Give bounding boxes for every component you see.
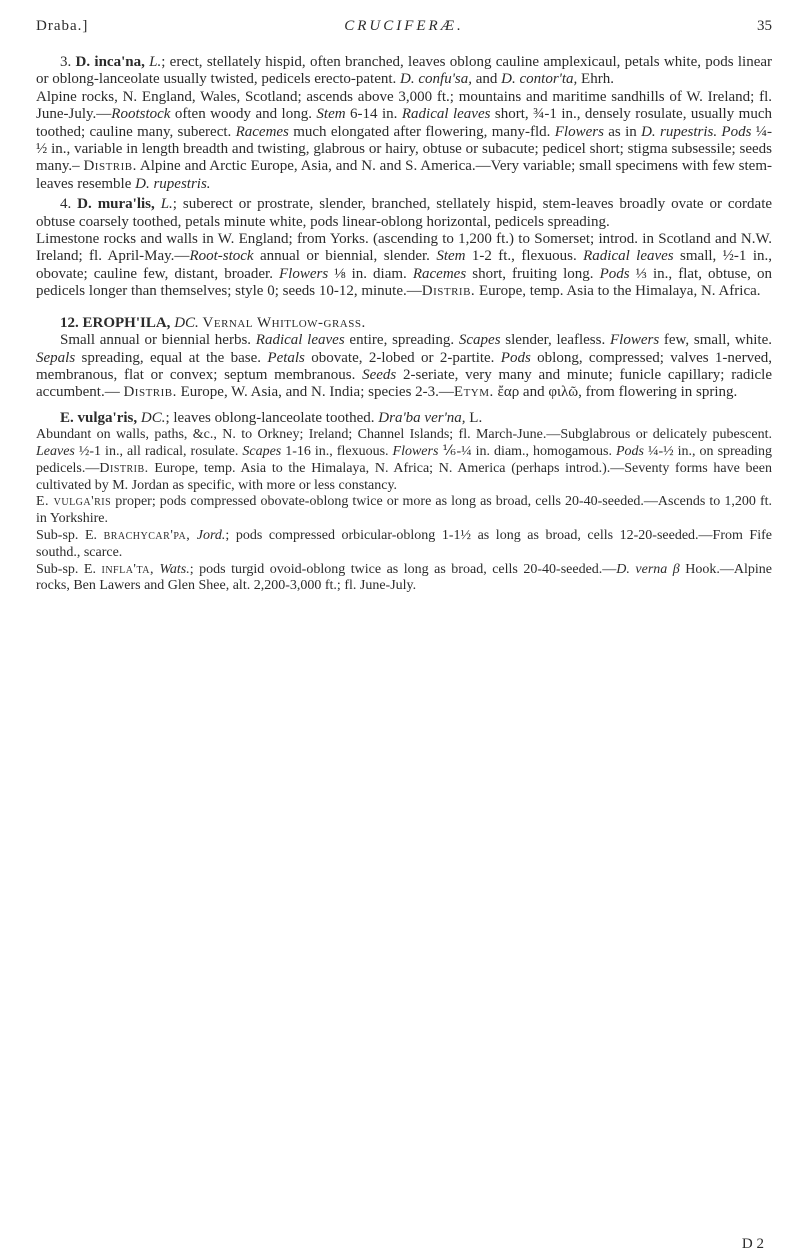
header-family: CRUCIFERÆ. (344, 18, 464, 34)
species-entry: 4. D. mura'lis, L.; suberect or prostrate, slender, branched, stellately hispid, stem-leaves broadly ovate or cordate obtuse coarsely toothed, petals minute white, pods linear-oblong horizontal, pedicels spreading. (36, 196, 773, 230)
species-description: Alpine rocks, N. England, Wales, Scotland; ascends above 3,000 ft.; mountains and maritime sandhills of W. Ireland; fl. June-July.—Rootstock often woody and long. Stem 6-14 in. Radical leaves short, ¾-1 in., densely rosulate, usually much toothed; cauline many, suberect. Racemes much elongated after flowering, many-fld. Flowers as in D. rupestris. Pods ¼-½ in., variable in length breadth and twisting, glabrous or hairy, obtuse or subacute; pedicel short; stigma subsessile; seeds many.– Distrib. Alpine and Arctic Europe, Asia, and N. and S. America.—Very variable; small specimens with few stem-leaves resemble D. rupestris. (36, 88, 772, 192)
page-number: 35 (757, 18, 772, 34)
genus-description: Small annual or biennial herbs. Radical leaves entire, spreading. Scapes slender, leafless. Flowers few, small, white. Sepals spreading, equal at the base. Petals obovate, 2-lobed or 2-partite. Pods oblong, compressed; valves 1-nerved, membranous, flat or convex; septum membranous. Seeds 2-seriate, very many and minute; funicle capillary; radicle accumbent.— Distrib. Europe, W. Asia, and N. India; species 2-3.—Etym. ἔαρ and φιλῶ, from flowering in spring. (36, 332, 772, 401)
signature-mark: D 2 (741, 1236, 764, 1252)
running-header (36, 18, 772, 40)
genus-heading: 12. EROPH'ILA, DC. Vernal Whitlow-grass. (60, 314, 366, 331)
subspecies-entry: E. vulga'ris proper; pods compressed obovate-oblong twice or more as long as broad, cells 20-40-seeded.—Ascends to 1,200 ft. in Yorkshire. (36, 494, 772, 527)
species-entry: 3. D. inca'na, L.; erect, stellately hispid, often branched, leaves oblong cauline amplexicaul, petals white, pods linear or oblong-lanceolate usually twisted, pedicels erecto-patent. D. confu'sa, and D. contor'ta, Ehrh. (36, 54, 773, 88)
species-entry: E. vulga'ris, DC.; leaves oblong-lanceolate toothed. Dra'ba ver'na, L. (60, 409, 483, 426)
subspecies-entry: Sub-sp. E. brachycar'pa, Jord.; pods compressed orbicular-oblong 1-1½ as long as broad, cells 12-20-seeded.—From Fife southd., scarce. (36, 527, 772, 560)
page-body (36, 54, 772, 595)
species-description: Abundant on walls, paths, &c., N. to Orkney; Ireland; Channel Islands; fl. March-June.—Subglabrous or delicately pubescent. Leaves ½-1 in., all radical, rosulate. Scapes 1-16 in., flexuous. Flowers ⅙-¼ in. diam., homogamous. Pods ¼-½ in., on spreading pedicels.—Distrib. Europe, temp. Asia to the Himalaya, N. Africa; N. America (perhaps introd.).—Seventy forms have been cultivated by M. Jordan as specific, with more or less constancy. (36, 427, 772, 493)
species-description: Limestone rocks and walls in W. England; from Yorks. (ascending to 1,200 ft.) to Somerset; introd. in Scotland and N.W. Ireland; fl. April-May.—Root-stock annual or biennial, slender. Stem 1-2 ft., flexuous. Radical leaves small, ½-1 in., obovate; cauline few, distant, broader. Flowers ⅛ in. diam. Racemes short, fruiting long. Pods ⅓ in., flat, obtuse, on pedicels longer than themselves; style 0; seeds 10-12, minute.—Distrib. Europe, temp. Asia to the Himalaya, N. Africa. (36, 231, 772, 300)
subspecies-entry: Sub-sp. E. infla'ta, Wats.; pods turgid ovoid-oblong twice as long as broad, cells 20-40-seeded.—D. verna β Hook.—Alpine rocks, Ben Lawers and Glen Shee, alt. 2,200-3,000 ft.; fl. June-July. (36, 561, 772, 594)
header-genus: Draba.] (36, 18, 89, 34)
